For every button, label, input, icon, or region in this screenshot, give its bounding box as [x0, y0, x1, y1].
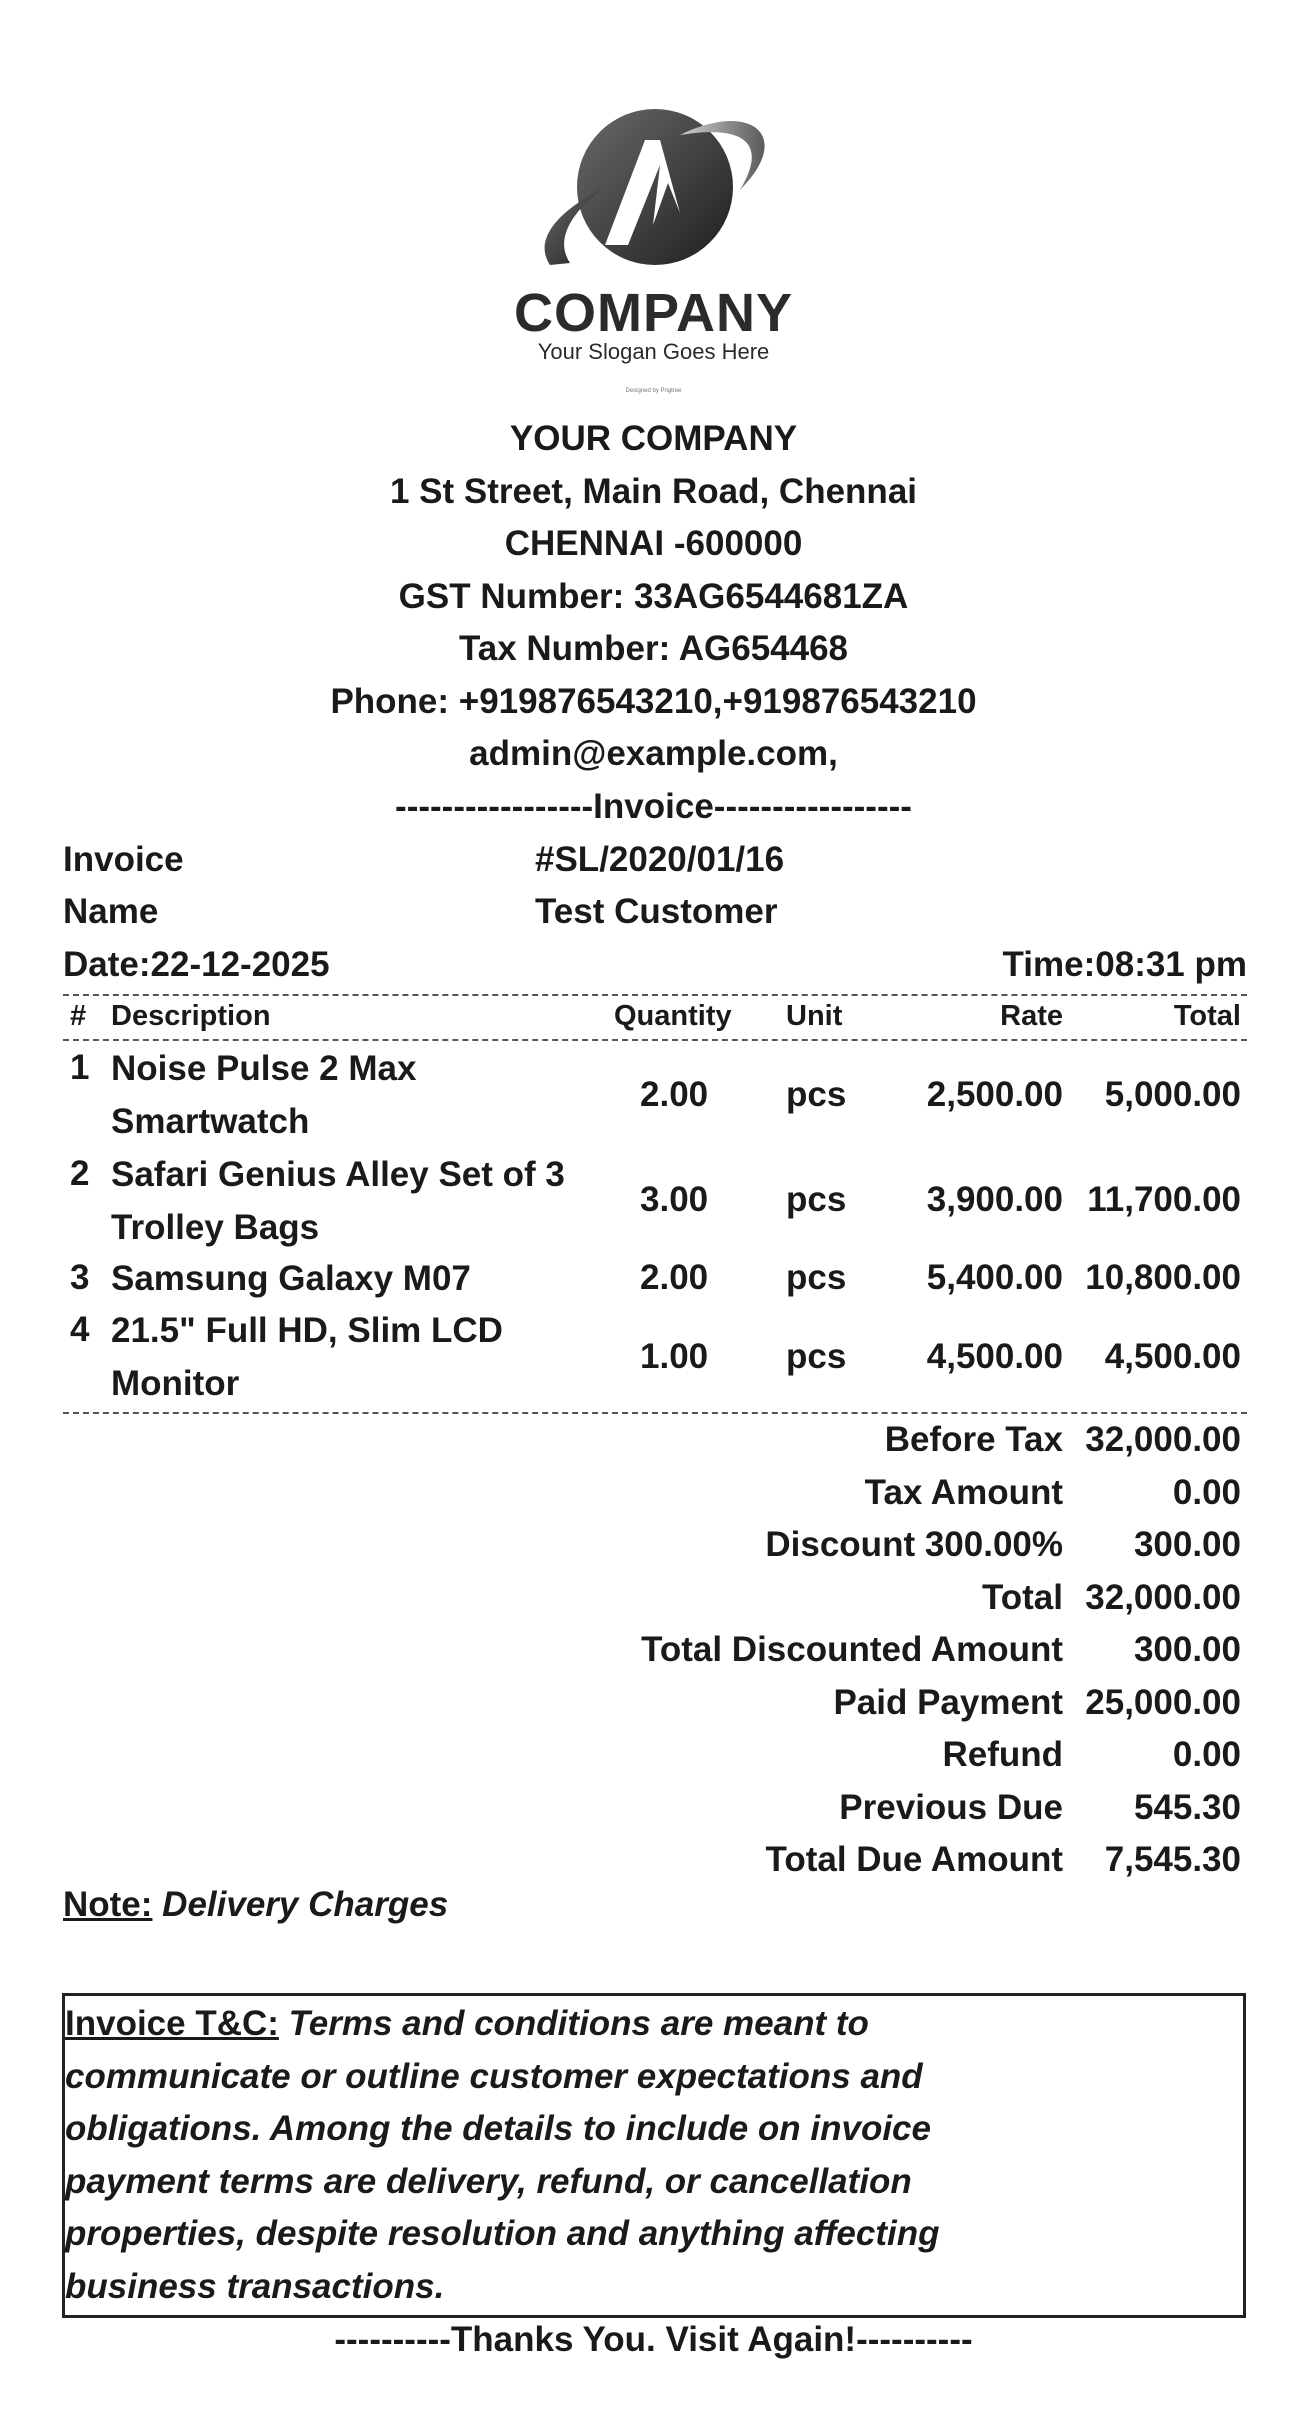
row-num: 2 — [70, 1154, 90, 1193]
total-label: Tax Amount — [864, 1473, 1063, 1512]
terms-text — [65, 1998, 1205, 2313]
company-city: CHENNAI -600000 — [504, 524, 803, 563]
terms-line-text: Terms and conditions are meant to — [288, 2004, 869, 2043]
total-label: Discount 300.00% — [765, 1525, 1063, 1564]
total-value: 32,000.00 — [1085, 1420, 1241, 1459]
table-bottom-divider — [63, 1412, 1247, 1414]
row-total: 11,700.00 — [1087, 1180, 1241, 1219]
company-gst: GST Number: 33AG6544681ZA — [398, 577, 909, 616]
total-label: Refund — [942, 1735, 1063, 1774]
invoice-divider: -----------------Invoice----------------- — [395, 787, 912, 826]
row-unit: pcs — [786, 1180, 847, 1219]
total-label: Total Discounted Amount — [641, 1630, 1063, 1669]
row-quantity: 3.00 — [640, 1180, 709, 1219]
row-num: 1 — [70, 1048, 90, 1087]
company-address: 1 St Street, Main Road, Chennai — [389, 472, 918, 511]
row-rate: 3,900.00 — [926, 1180, 1063, 1219]
total-value: 0.00 — [1172, 1735, 1241, 1774]
header-description: Description — [111, 1000, 271, 1032]
total-value: 300.00 — [1133, 1525, 1241, 1564]
note — [63, 1885, 448, 1925]
company-name: YOUR COMPANY — [509, 419, 798, 458]
thank-you-footer: ----------Thanks You. Visit Again!---------- — [334, 2320, 973, 2359]
total-label: Paid Payment — [833, 1683, 1063, 1722]
terms-line — [65, 1998, 1205, 2051]
row-quantity: 2.00 — [640, 1075, 709, 1114]
total-label: Total — [981, 1578, 1063, 1617]
name-label: Name — [63, 892, 159, 931]
customer-name: Test Customer — [535, 892, 778, 931]
row-num: 3 — [70, 1258, 90, 1297]
company-phone: Phone: +919876543210,+919876543210 — [330, 682, 977, 721]
total-value: 25,000.00 — [1085, 1683, 1241, 1722]
header-num: # — [70, 1000, 87, 1032]
note-text: Delivery Charges — [162, 1885, 449, 1924]
row-description: Safari Genius Alley Set of 3 Trolley Bags — [111, 1155, 565, 1247]
total-label: Previous Due — [839, 1788, 1063, 1827]
total-value: 0.00 — [1172, 1473, 1241, 1512]
invoice-label: Invoice — [63, 840, 184, 879]
row-rate: 4,500.00 — [926, 1337, 1063, 1376]
terms-label: Invoice T&C: — [65, 2004, 279, 2043]
row-total: 5,000.00 — [1104, 1075, 1241, 1114]
row-rate: 2,500.00 — [926, 1075, 1063, 1114]
terms-line: properties, despite resolution and anything affecting — [65, 2214, 940, 2253]
header-total: Total — [1173, 1000, 1241, 1032]
row-description: Samsung Galaxy M07 — [111, 1259, 471, 1298]
invoice-number: #SL/2020/01/16 — [535, 840, 785, 879]
row-num: 4 — [70, 1310, 90, 1349]
total-value: 300.00 — [1133, 1630, 1241, 1669]
total-label: Before Tax — [884, 1420, 1063, 1459]
header-unit: Unit — [786, 1000, 843, 1032]
row-quantity: 1.00 — [640, 1337, 709, 1376]
note-label: Note: — [63, 1885, 153, 1924]
logo-slogan: Your Slogan Goes Here — [537, 339, 770, 364]
terms-line: obligations. Among the details to include on invoice — [65, 2109, 931, 2148]
logo-brand-name: COMPANY — [513, 283, 793, 343]
row-total: 10,800.00 — [1085, 1258, 1241, 1297]
header-rate: Rate — [1000, 1000, 1063, 1032]
row-description: Noise Pulse 2 Max Smartwatch — [111, 1049, 417, 1141]
total-value: 32,000.00 — [1085, 1578, 1241, 1617]
row-unit: pcs — [786, 1075, 847, 1114]
row-unit: pcs — [786, 1258, 847, 1297]
row-rate: 5,400.00 — [926, 1258, 1063, 1297]
invoice-date: Date:22-12-2025 — [63, 945, 330, 984]
terms-box — [62, 1993, 1246, 2318]
total-value: 545.30 — [1133, 1788, 1241, 1827]
terms-line: business transactions. — [65, 2266, 445, 2306]
logo-designer-credit: Designed by Pngtree — [625, 388, 682, 394]
company-logo-icon — [510, 95, 800, 295]
terms-line: payment terms are delivery, refund, or cancellation — [65, 2161, 912, 2201]
header-quantity: Quantity — [614, 1000, 732, 1032]
row-unit: pcs — [786, 1337, 847, 1376]
row-description: 21.5" Full HD, Slim LCD Monitor — [111, 1311, 503, 1403]
company-email: admin@example.com, — [469, 734, 838, 773]
total-value: 7,545.30 — [1104, 1840, 1241, 1879]
company-tax: Tax Number: AG654468 — [458, 629, 849, 668]
row-quantity: 2.00 — [640, 1258, 709, 1297]
row-total: 4,500.00 — [1104, 1337, 1241, 1376]
terms-line: communicate or outline customer expectations and — [65, 2056, 923, 2096]
invoice-time: Time:08:31 pm — [1002, 945, 1247, 984]
total-label: Total Due Amount — [765, 1840, 1063, 1879]
table-header-divider — [63, 1039, 1247, 1041]
table-top-divider — [63, 994, 1247, 996]
